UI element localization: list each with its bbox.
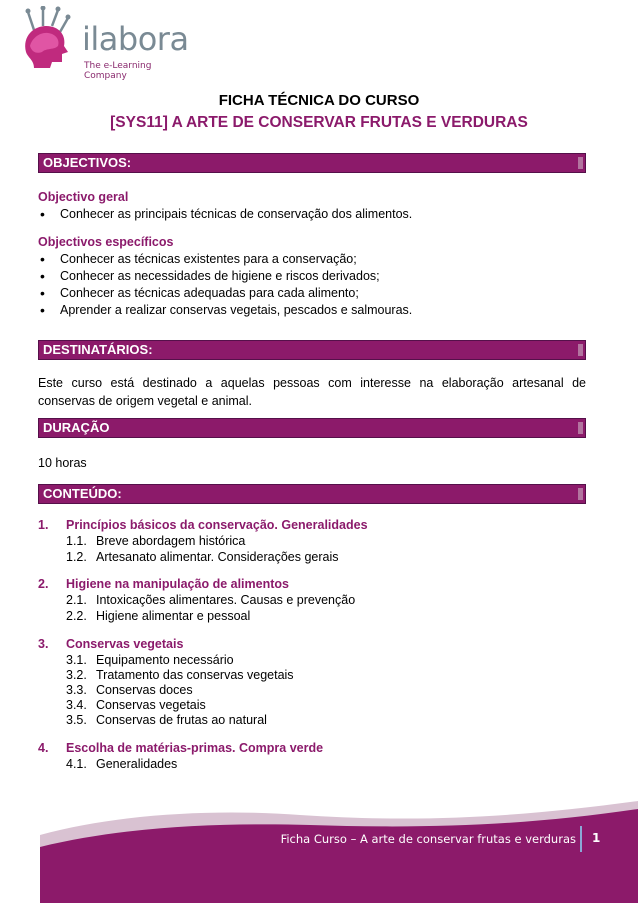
document-title: FICHA TÉCNICA DO CURSO xyxy=(218,92,420,109)
chapter-3: 3. Conservas vegetais xyxy=(38,637,184,651)
objectivos-especificos-label: Objectivos específicos xyxy=(38,235,174,249)
chapter-1: 1. Princípios básicos da conservação. Generalidades xyxy=(38,518,368,532)
chapter-item: 3.5. Conservas de frutas ao natural xyxy=(66,713,267,727)
chapter-item: 3.1. Equipamento necessário xyxy=(66,653,234,667)
objectivo-geral-label: Objectivo geral xyxy=(38,190,129,204)
section-header-destinatarios: DESTINATÁRIOS: xyxy=(38,340,586,360)
chapter-item: 3.3. Conservas doces xyxy=(66,683,193,697)
chapter-item: 1.1. Breve abordagem histórica xyxy=(66,534,246,548)
chapter-item: 2.1. Intoxicações alimentares. Causas e prevenção xyxy=(66,593,356,607)
footer-wave xyxy=(0,795,638,903)
objectivo-geral-list xyxy=(38,207,412,224)
chapter-item: 2.2. Higiene alimentar e pessoal xyxy=(66,609,251,623)
chapter-item: 4.1. Generalidades xyxy=(66,757,178,771)
section-header-objectivos: OBJECTIVOS: xyxy=(38,153,586,173)
section-header-conteudo: CONTEÚDO: xyxy=(38,484,586,504)
logo-wordmark: ilabora xyxy=(82,20,189,58)
list-item: • Conhecer as técnicas adequadas para cada alimento; xyxy=(38,286,412,303)
list-item: • Aprender a realizar conservas vegetais, pescados e salmouras. xyxy=(38,303,412,320)
list-item: • Conhecer as necessidades de higiene e riscos derivados; xyxy=(38,269,412,286)
course-title: [SYS11] A ARTE DE CONSERVAR FRUTAS E VERDURAS xyxy=(110,114,528,131)
duracao-text: 10 horas xyxy=(38,456,87,470)
section-header-duracao: DURAÇÃO xyxy=(38,418,586,438)
chapter-2: 2. Higiene na manipulação de alimentos xyxy=(38,577,289,591)
company-logo xyxy=(16,6,189,81)
chapter-item: 3.4. Conservas vegetais xyxy=(66,698,206,712)
page-number: 1 xyxy=(592,831,601,845)
destinatarios-text: Este curso está destinado a aquelas pessoas com interesse na elaboração artesanal de conservas de origem vegetal e animal. xyxy=(38,376,586,408)
footer-text: Ficha Curso – A arte de conservar frutas e verduras xyxy=(280,832,576,846)
list-item: • Conhecer as principais técnicas de conservação dos alimentos. xyxy=(38,207,412,224)
footer-separator xyxy=(580,826,582,852)
chapter-item: 3.2. Tratamento das conservas vegetais xyxy=(66,668,294,682)
logo-tagline: The e-Learning Company xyxy=(84,61,152,81)
brain-head-icon xyxy=(16,6,86,70)
list-item: • Conhecer as técnicas existentes para a conservação; xyxy=(38,252,412,269)
chapter-item: 1.2. Artesanato alimentar. Considerações gerais xyxy=(66,550,339,564)
objectivos-especificos-list xyxy=(38,252,412,320)
chapter-4: 4. Escolha de matérias-primas. Compra verde xyxy=(38,741,324,755)
